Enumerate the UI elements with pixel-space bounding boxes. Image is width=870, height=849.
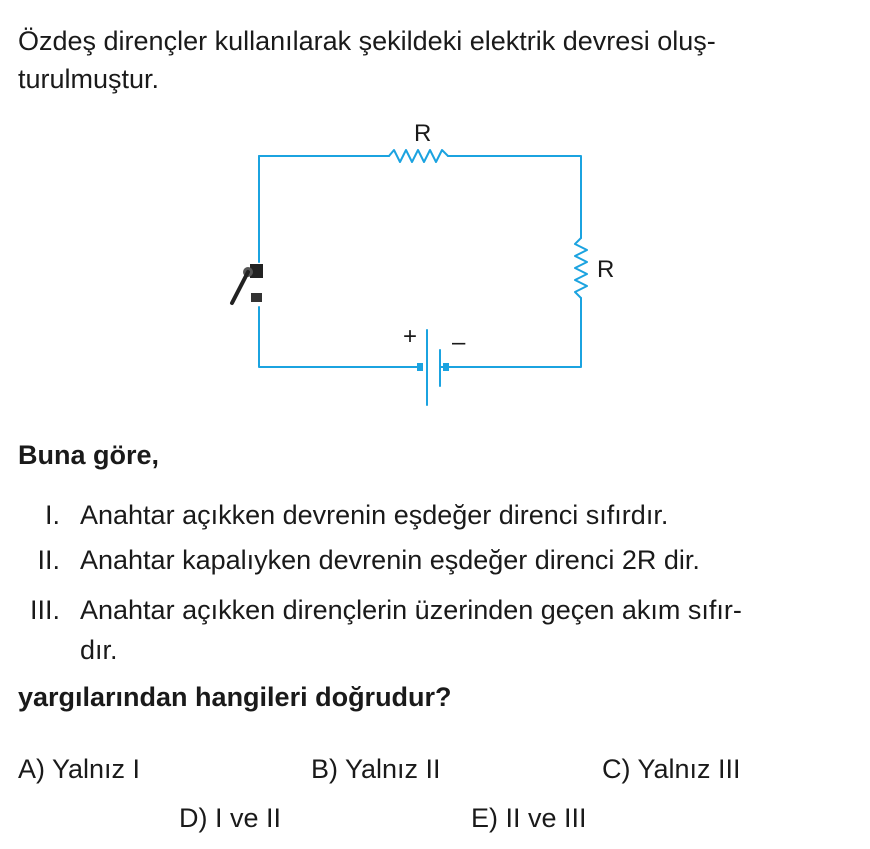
choice-c[interactable]: C) Yalnız III bbox=[602, 754, 741, 784]
switch-lower-contact bbox=[251, 293, 262, 302]
statement-text: Anahtar kapalıyken devrenin eşdeğer direnci 2R dir. bbox=[80, 545, 700, 575]
switch bbox=[232, 264, 263, 303]
resistor-top bbox=[389, 150, 448, 162]
battery-left-terminal bbox=[417, 363, 423, 371]
statement-numeral: III. bbox=[29, 595, 60, 625]
battery-plus-label: + bbox=[403, 323, 418, 350]
resistor-right bbox=[575, 238, 587, 298]
intro-line-2: turulmuştur. bbox=[18, 64, 160, 94]
statement-text: Anahtar açıkken dirençlerin üzerinden geçen akım sıfır- bbox=[80, 595, 742, 625]
wire-top-right bbox=[448, 156, 581, 238]
wire-left-bottom bbox=[259, 307, 420, 367]
choice-a[interactable]: A) Yalnız I bbox=[18, 754, 141, 784]
lead-text: Buna göre, bbox=[18, 440, 160, 470]
resistor-top-label: R bbox=[414, 120, 432, 147]
statement-numeral: I. bbox=[44, 500, 60, 530]
resistor-right-label: R bbox=[597, 256, 615, 283]
question-prompt: yargılarından hangileri doğrudur? bbox=[18, 682, 452, 712]
battery-right-terminal bbox=[443, 363, 449, 371]
intro-line-1: Özdeş dirençler kullanılarak şekildeki elektrik devresi oluş- bbox=[18, 26, 716, 56]
battery-minus-label: – bbox=[452, 329, 466, 356]
switch-lever bbox=[232, 272, 248, 303]
statement-text-continued: dır. bbox=[80, 635, 118, 665]
statement-numeral: II. bbox=[37, 545, 60, 575]
choice-b[interactable]: B) Yalnız II bbox=[311, 754, 441, 784]
choice-d[interactable]: D) I ve II bbox=[179, 803, 282, 833]
choice-e[interactable]: E) II ve III bbox=[471, 803, 587, 833]
statement-text: Anahtar açıkken devrenin eşdeğer direnci sıfırdır. bbox=[80, 500, 669, 530]
